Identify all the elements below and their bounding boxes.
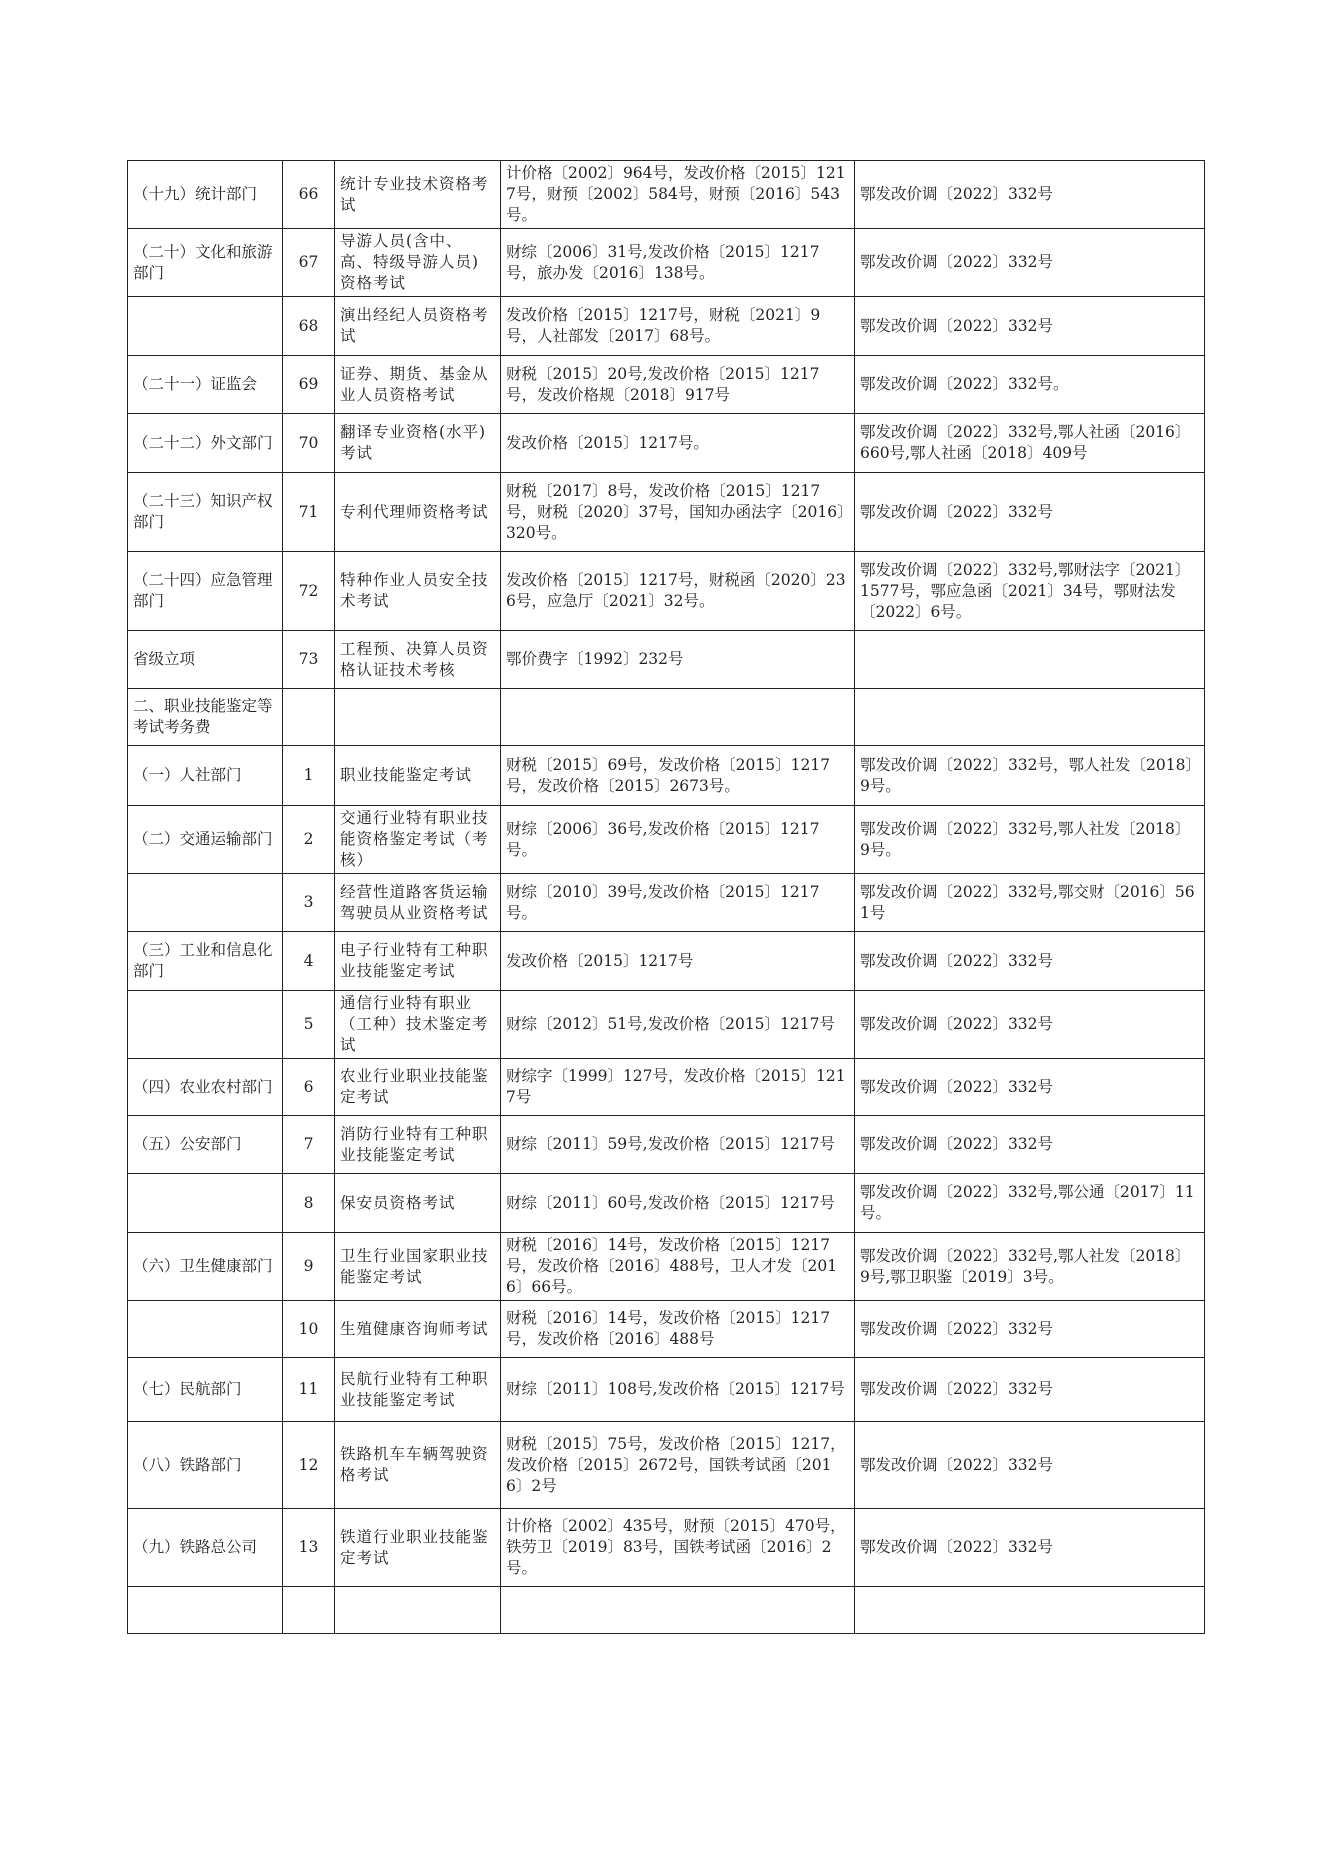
table-row bbox=[128, 1301, 1205, 1358]
table-row bbox=[128, 806, 1205, 874]
item-number-cell: 10 bbox=[283, 1301, 335, 1358]
department-cell: （六）卫生健康部门 bbox=[128, 1233, 283, 1301]
exam-name-cell: 统计专业技术资格考试 bbox=[335, 161, 501, 229]
exam-name-cell: 农业行业职业技能鉴定考试 bbox=[335, 1059, 501, 1116]
department-cell: （二十二）外文部门 bbox=[128, 414, 283, 473]
item-number-cell: 6 bbox=[283, 1059, 335, 1116]
department-cell: （九）铁路总公司 bbox=[128, 1509, 283, 1587]
policy-basis-cell: 财综〔2006〕31号,发改价格〔2015〕1217号，旅办发〔2016〕138号。 bbox=[501, 229, 855, 297]
provincial-document-cell: 鄂发改价调〔2022〕332号。 bbox=[855, 356, 1205, 414]
table-row bbox=[128, 631, 1205, 689]
policy-basis-cell bbox=[501, 689, 855, 746]
department-cell: （二）交通运输部门 bbox=[128, 806, 283, 874]
department-cell: （七）民航部门 bbox=[128, 1358, 283, 1422]
table-body bbox=[128, 161, 1205, 1634]
provincial-document-cell bbox=[855, 1587, 1205, 1634]
table-row bbox=[128, 1509, 1205, 1587]
policy-basis-cell: 发改价格〔2015〕1217号 bbox=[501, 932, 855, 991]
table-row bbox=[128, 356, 1205, 414]
item-number-cell: 8 bbox=[283, 1174, 335, 1233]
item-number-cell: 73 bbox=[283, 631, 335, 689]
policy-basis-cell: 财税〔2015〕20号,发改价格〔2015〕1217号，发改价格规〔2018〕917号 bbox=[501, 356, 855, 414]
exam-name-cell bbox=[335, 689, 501, 746]
policy-basis-cell bbox=[501, 1587, 855, 1634]
exam-name-cell: 铁道行业职业技能鉴定考试 bbox=[335, 1509, 501, 1587]
exam-name-cell: 导游人员(含中、高、特级导游人员)资格考试 bbox=[335, 229, 501, 297]
policy-basis-cell: 发改价格〔2015〕1217号，财税〔2021〕9号，人社部发〔2017〕68号。 bbox=[501, 297, 855, 356]
exam-name-cell: 卫生行业国家职业技能鉴定考试 bbox=[335, 1233, 501, 1301]
provincial-document-cell: 鄂发改价调〔2022〕332号 bbox=[855, 1059, 1205, 1116]
table-row bbox=[128, 552, 1205, 631]
provincial-document-cell: 鄂发改价调〔2022〕332号，鄂人社发〔2018〕9号。 bbox=[855, 746, 1205, 806]
department-cell: （八）铁路部门 bbox=[128, 1422, 283, 1509]
item-number-cell bbox=[283, 689, 335, 746]
policy-basis-cell: 财综字〔1999〕127号，发改价格〔2015〕1217号 bbox=[501, 1059, 855, 1116]
provincial-document-cell: 鄂发改价调〔2022〕332号,鄂人社函〔2016〕660号,鄂人社函〔2018〕409号 bbox=[855, 414, 1205, 473]
policy-basis-cell: 财综〔2011〕60号,发改价格〔2015〕1217号 bbox=[501, 1174, 855, 1233]
exam-name-cell: 消防行业特有工种职业技能鉴定考试 bbox=[335, 1116, 501, 1174]
exam-name-cell: 演出经纪人员资格考试 bbox=[335, 297, 501, 356]
item-number-cell: 70 bbox=[283, 414, 335, 473]
item-number-cell: 11 bbox=[283, 1358, 335, 1422]
provincial-document-cell: 鄂发改价调〔2022〕332号,鄂公通〔2017〕11号。 bbox=[855, 1174, 1205, 1233]
policy-basis-cell: 财综〔2011〕108号,发改价格〔2015〕1217号 bbox=[501, 1358, 855, 1422]
provincial-document-cell: 鄂发改价调〔2022〕332号,鄂人社发〔2018〕9号。 bbox=[855, 806, 1205, 874]
exam-name-cell: 保安员资格考试 bbox=[335, 1174, 501, 1233]
policy-basis-cell: 发改价格〔2015〕1217号，财税函〔2020〕236号，应急厅〔2021〕32号。 bbox=[501, 552, 855, 631]
department-cell: 省级立项 bbox=[128, 631, 283, 689]
item-number-cell: 3 bbox=[283, 874, 335, 932]
table-row bbox=[128, 746, 1205, 806]
exam-name-cell: 专利代理师资格考试 bbox=[335, 473, 501, 552]
department-cell bbox=[128, 1587, 283, 1634]
department-cell bbox=[128, 991, 283, 1059]
department-cell: 二、职业技能鉴定等考试考务费 bbox=[128, 689, 283, 746]
table-row bbox=[128, 229, 1205, 297]
department-cell bbox=[128, 1301, 283, 1358]
fee-table bbox=[127, 160, 1205, 1634]
department-cell: （二十）文化和旅游部门 bbox=[128, 229, 283, 297]
exam-name-cell: 工程预、决算人员资格认证技术考核 bbox=[335, 631, 501, 689]
item-number-cell: 2 bbox=[283, 806, 335, 874]
table-row bbox=[128, 932, 1205, 991]
item-number-cell: 71 bbox=[283, 473, 335, 552]
policy-basis-cell: 计价格〔2002〕964号，发改价格〔2015〕1217号，财预〔2002〕584号，财预〔2016〕543号。 bbox=[501, 161, 855, 229]
department-cell: （四）农业农村部门 bbox=[128, 1059, 283, 1116]
table-row bbox=[128, 1233, 1205, 1301]
department-cell: （二十四）应急管理部门 bbox=[128, 552, 283, 631]
table-row bbox=[128, 161, 1205, 229]
policy-basis-cell: 财综〔2011〕59号,发改价格〔2015〕1217号 bbox=[501, 1116, 855, 1174]
provincial-document-cell: 鄂发改价调〔2022〕332号 bbox=[855, 161, 1205, 229]
item-number-cell: 13 bbox=[283, 1509, 335, 1587]
policy-basis-cell: 鄂价费字〔1992〕232号 bbox=[501, 631, 855, 689]
exam-name-cell: 铁路机车车辆驾驶资格考试 bbox=[335, 1422, 501, 1509]
policy-basis-cell: 财税〔2016〕14号，发改价格〔2015〕1217号，发改价格〔2016〕488号 bbox=[501, 1301, 855, 1358]
item-number-cell: 12 bbox=[283, 1422, 335, 1509]
department-cell: （二十三）知识产权部门 bbox=[128, 473, 283, 552]
provincial-document-cell: 鄂发改价调〔2022〕332号,鄂人社发〔2018〕9号,鄂卫职鉴〔2019〕3号。 bbox=[855, 1233, 1205, 1301]
exam-name-cell: 生殖健康咨询师考试 bbox=[335, 1301, 501, 1358]
provincial-document-cell: 鄂发改价调〔2022〕332号 bbox=[855, 1358, 1205, 1422]
provincial-document-cell: 鄂发改价调〔2022〕332号 bbox=[855, 1116, 1205, 1174]
exam-name-cell: 证券、期货、基金从业人员资格考试 bbox=[335, 356, 501, 414]
item-number-cell: 72 bbox=[283, 552, 335, 631]
table-row bbox=[128, 874, 1205, 932]
provincial-document-cell: 鄂发改价调〔2022〕332号,鄂交财〔2016〕561号 bbox=[855, 874, 1205, 932]
table-row bbox=[128, 689, 1205, 746]
department-cell: （三）工业和信息化部门 bbox=[128, 932, 283, 991]
exam-name-cell: 翻译专业资格(水平)考试 bbox=[335, 414, 501, 473]
table-row bbox=[128, 1174, 1205, 1233]
item-number-cell: 66 bbox=[283, 161, 335, 229]
item-number-cell: 4 bbox=[283, 932, 335, 991]
department-cell: （五）公安部门 bbox=[128, 1116, 283, 1174]
table-row bbox=[128, 1422, 1205, 1509]
table-row bbox=[128, 1116, 1205, 1174]
policy-basis-cell: 财税〔2016〕14号，发改价格〔2015〕1217号，发改价格〔2016〕488号，卫人才发〔2016〕66号。 bbox=[501, 1233, 855, 1301]
policy-basis-cell: 财税〔2015〕75号，发改价格〔2015〕1217，发改价格〔2015〕2672号，国铁考试函〔2016〕2号 bbox=[501, 1422, 855, 1509]
item-number-cell: 7 bbox=[283, 1116, 335, 1174]
policy-basis-cell: 计价格〔2002〕435号，财预〔2015〕470号，铁劳卫〔2019〕83号，国铁考试函〔2016〕2号。 bbox=[501, 1509, 855, 1587]
exam-name-cell: 民航行业特有工种职业技能鉴定考试 bbox=[335, 1358, 501, 1422]
provincial-document-cell: 鄂发改价调〔2022〕332号 bbox=[855, 991, 1205, 1059]
exam-name-cell: 经营性道路客货运输驾驶员从业资格考试 bbox=[335, 874, 501, 932]
exam-name-cell: 特种作业人员安全技术考试 bbox=[335, 552, 501, 631]
item-number-cell: 1 bbox=[283, 746, 335, 806]
provincial-document-cell: 鄂发改价调〔2022〕332号 bbox=[855, 1422, 1205, 1509]
provincial-document-cell bbox=[855, 631, 1205, 689]
item-number-cell: 9 bbox=[283, 1233, 335, 1301]
department-cell: （一）人社部门 bbox=[128, 746, 283, 806]
policy-basis-cell: 财综〔2012〕51号,发改价格〔2015〕1217号 bbox=[501, 991, 855, 1059]
table-row bbox=[128, 1059, 1205, 1116]
exam-name-cell bbox=[335, 1587, 501, 1634]
department-cell: （二十一）证监会 bbox=[128, 356, 283, 414]
department-cell: （十九）统计部门 bbox=[128, 161, 283, 229]
provincial-document-cell: 鄂发改价调〔2022〕332号 bbox=[855, 1301, 1205, 1358]
item-number-cell: 5 bbox=[283, 991, 335, 1059]
policy-basis-cell: 财综〔2006〕36号,发改价格〔2015〕1217号。 bbox=[501, 806, 855, 874]
exam-name-cell: 职业技能鉴定考试 bbox=[335, 746, 501, 806]
table-row bbox=[128, 473, 1205, 552]
department-cell bbox=[128, 1174, 283, 1233]
provincial-document-cell: 鄂发改价调〔2022〕332号 bbox=[855, 229, 1205, 297]
exam-name-cell: 交通行业特有职业技能资格鉴定考试（考核） bbox=[335, 806, 501, 874]
item-number-cell: 68 bbox=[283, 297, 335, 356]
provincial-document-cell: 鄂发改价调〔2022〕332号 bbox=[855, 473, 1205, 552]
department-cell bbox=[128, 874, 283, 932]
item-number-cell bbox=[283, 1587, 335, 1634]
provincial-document-cell: 鄂发改价调〔2022〕332号 bbox=[855, 932, 1205, 991]
item-number-cell: 69 bbox=[283, 356, 335, 414]
table-row bbox=[128, 991, 1205, 1059]
provincial-document-cell: 鄂发改价调〔2022〕332号,鄂财法字〔2021〕1577号，鄂应急函〔2021〕34号，鄂财法发〔2022〕6号。 bbox=[855, 552, 1205, 631]
exam-name-cell: 电子行业特有工种职业技能鉴定考试 bbox=[335, 932, 501, 991]
provincial-document-cell: 鄂发改价调〔2022〕332号 bbox=[855, 297, 1205, 356]
table-row bbox=[128, 1587, 1205, 1634]
provincial-document-cell bbox=[855, 689, 1205, 746]
exam-name-cell: 通信行业特有职业（工种）技术鉴定考试 bbox=[335, 991, 501, 1059]
provincial-document-cell: 鄂发改价调〔2022〕332号 bbox=[855, 1509, 1205, 1587]
table-row bbox=[128, 1358, 1205, 1422]
table-row bbox=[128, 297, 1205, 356]
policy-basis-cell: 财综〔2010〕39号,发改价格〔2015〕1217号。 bbox=[501, 874, 855, 932]
table-row bbox=[128, 414, 1205, 473]
department-cell bbox=[128, 297, 283, 356]
policy-basis-cell: 财税〔2017〕8号，发改价格〔2015〕1217号，财税〔2020〕37号，国知办函法字〔2016〕320号。 bbox=[501, 473, 855, 552]
policy-basis-cell: 发改价格〔2015〕1217号。 bbox=[501, 414, 855, 473]
policy-basis-cell: 财税〔2015〕69号，发改价格〔2015〕1217号，发改价格〔2015〕2673号。 bbox=[501, 746, 855, 806]
item-number-cell: 67 bbox=[283, 229, 335, 297]
